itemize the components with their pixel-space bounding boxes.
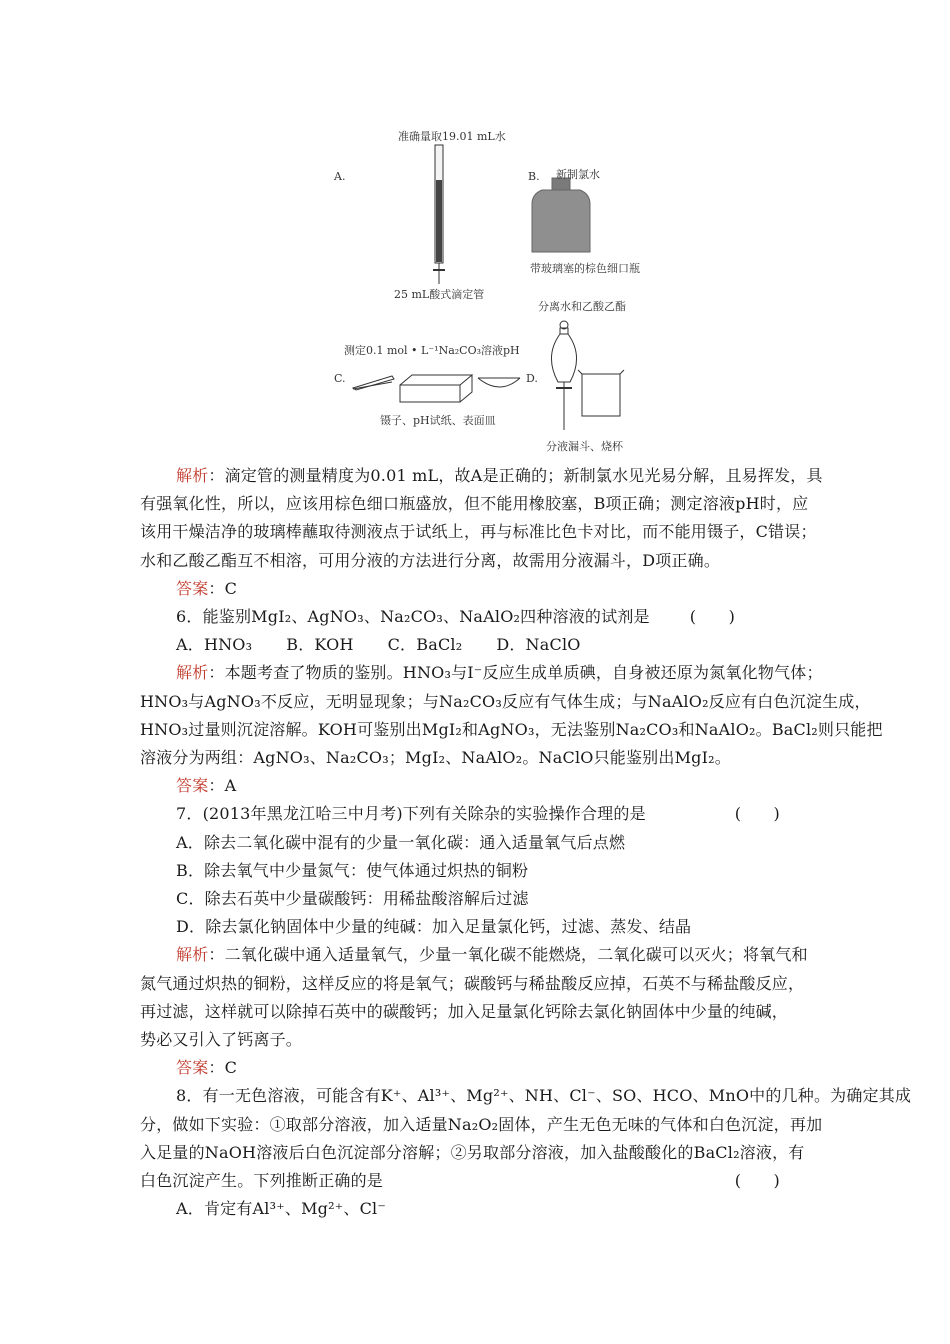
reagent-bottle-drawing	[532, 178, 590, 252]
caption-d-top: 分离水和乙酸乙酯	[538, 300, 626, 313]
q6-analysis-line: HNO₃与AgNO₃不反应，无明显现象；与Na₂CO₃反应有气体生成；与NaAlO₂反应有白色沉淀生成，	[140, 691, 871, 711]
ph-paper-box-drawing	[400, 375, 472, 402]
answer-paren: ( )	[689, 607, 736, 627]
q5-analysis-line: 有强氧化性，所以，应该用棕色细口瓶盛放，但不能用橡胶塞，B项正确；测定溶液pH时，应	[140, 494, 809, 514]
q7-analysis-line: 势必又引入了钙离子。	[140, 1030, 303, 1050]
q6-answer: 答案：A	[176, 776, 237, 796]
caption-b-bottom: 带玻璃塞的棕色细口瓶	[530, 262, 640, 275]
separatory-funnel-drawing	[551, 321, 576, 430]
burette-drawing	[433, 145, 445, 284]
option-c: C．除去石英中少量碳酸钙：用稀盐酸溶解后过滤	[176, 889, 529, 909]
caption-b-top: 新制氯水	[556, 168, 600, 181]
q5-analysis-line: 水和乙酸乙酯互不相溶，可用分液的方法进行分离，故需用分液漏斗，D项正确。	[140, 550, 721, 570]
analysis-label: 解析	[176, 466, 209, 485]
label-b: B.	[528, 170, 540, 183]
label-c: C.	[334, 372, 346, 385]
option-d: D．除去氯化钠固体中少量的纯碱：加入足量氯化钙，过滤、蒸发、结晶	[176, 917, 692, 937]
q7-analysis-line: 氮气通过炽热的铜粉，这样反应的将是氧气；碳酸钙与稀盐酸反应掉，石英不与稀盐酸反应，	[140, 973, 805, 993]
tweezers-drawing	[353, 376, 394, 390]
q5-analysis-line: 解析：滴定管的测量精度为0.01 mL，故A是正确的；新制氯水见光易分解，且易挥发，具	[176, 466, 823, 485]
q7-answer: 答案：C	[176, 1058, 238, 1078]
q7-analysis-line: 再过滤，这样就可以除掉石英中的碳酸钙；加入足量氯化钙除去氯化钠固体中少量的纯碱，	[140, 1001, 789, 1021]
q6-analysis-line: 解析：本题考查了物质的鉴别。HNO₃与I⁻反应生成单质碘，自身被还原为氮氧化物气体；	[176, 663, 823, 683]
apparatus-figure	[320, 120, 650, 460]
q6-analysis-line: 溶液分为两组：AgNO₃、Na₂CO₃；MgI₂、NaAlO₂。NaClO只能鉴别出MgI₂。	[140, 748, 731, 768]
caption-c-bottom: 镊子、pH试纸、表面皿	[380, 414, 496, 427]
document-body	[140, 462, 912, 1223]
option-b: B．KOH	[286, 635, 354, 655]
option-c: C．BaCl₂	[387, 635, 463, 655]
answer-paren: ( )	[734, 804, 780, 824]
q8-stem-line: 8．有一无色溶液，可能含有K⁺、Al³⁺、Mg²⁺、NH、Cl⁻、SO、HCO、MnO中的几种。为确定其成	[176, 1086, 912, 1106]
caption-a-bottom: 25 mL酸式滴定管	[394, 288, 485, 301]
q8-stem-line: 白色沉淀产生。下列推断正确的是 ( )	[140, 1167, 820, 1195]
q7-analysis-line: 解析：二氧化碳中通入适量氧气，少量一氧化碳不能燃烧，二氧化碳可以灭火；将氧气和	[176, 945, 808, 965]
answer-paren: ( )	[734, 1171, 780, 1191]
answer-label: 答案	[176, 776, 209, 796]
label-a: A.	[334, 170, 346, 183]
beaker-drawing	[578, 370, 624, 416]
q6-options	[140, 631, 820, 659]
q8-stem-line: 入足量的NaOH溶液后白色沉淀部分溶解；②另取部分溶液，加入盐酸酸化的BaCl₂溶液，有	[140, 1142, 805, 1162]
answer-label: 答案	[176, 578, 209, 598]
option-b: B．除去氧气中少量氮气：使气体通过炽热的铜粉	[176, 860, 529, 880]
option-a: A．除去二氧化碳中混有的少量一氧化碳：通入适量氧气后点燃	[176, 832, 626, 852]
analysis-label: 解析	[176, 945, 209, 965]
option-d: D．NaClO	[496, 635, 581, 655]
watch-glass-drawing	[478, 378, 520, 387]
option-a: A．肯定有Al³⁺、Mg²⁺、Cl⁻	[176, 1199, 386, 1219]
answer-label: 答案	[176, 1058, 209, 1078]
q5-analysis-line: 该用干燥洁净的玻璃棒蘸取待测液点于试纸上，再与标准比色卡对比，而不能用镊子，C错误；	[140, 522, 817, 542]
caption-d-bottom: 分液漏斗、烧杯	[546, 440, 623, 453]
caption-a-top: 准确量取19.01 mL水	[398, 130, 506, 143]
analysis-label: 解析	[176, 663, 209, 683]
q8-stem-line: 分，做如下实验：①取部分溶液，加入适量Na₂O₂固体，产生无色无味的气体和白色沉淀，再加	[140, 1114, 823, 1134]
label-d: D.	[526, 372, 538, 385]
option-a: A．HNO₃	[176, 635, 253, 655]
q6-stem: 6．能鉴别MgI₂、AgNO₃、Na₂CO₃、NaAlO₂四种溶液的试剂是 ( )	[140, 603, 820, 631]
q6-analysis-line: HNO₃过量则沉淀溶解。KOH可鉴别出MgI₂和AgNO₃，无法鉴别Na₂CO₃和NaAlO₂。BaCl₂则只能把	[140, 719, 883, 739]
apparatus-drawing	[320, 120, 650, 460]
q5-answer: 答案：C	[176, 578, 238, 598]
q7-stem: 7．(2013年黑龙江哈三中月考)下列有关除杂的实验操作合理的是 ( )	[140, 800, 820, 828]
caption-c-top: 测定0.1 mol • L⁻¹Na₂CO₃溶液pH	[344, 344, 520, 357]
